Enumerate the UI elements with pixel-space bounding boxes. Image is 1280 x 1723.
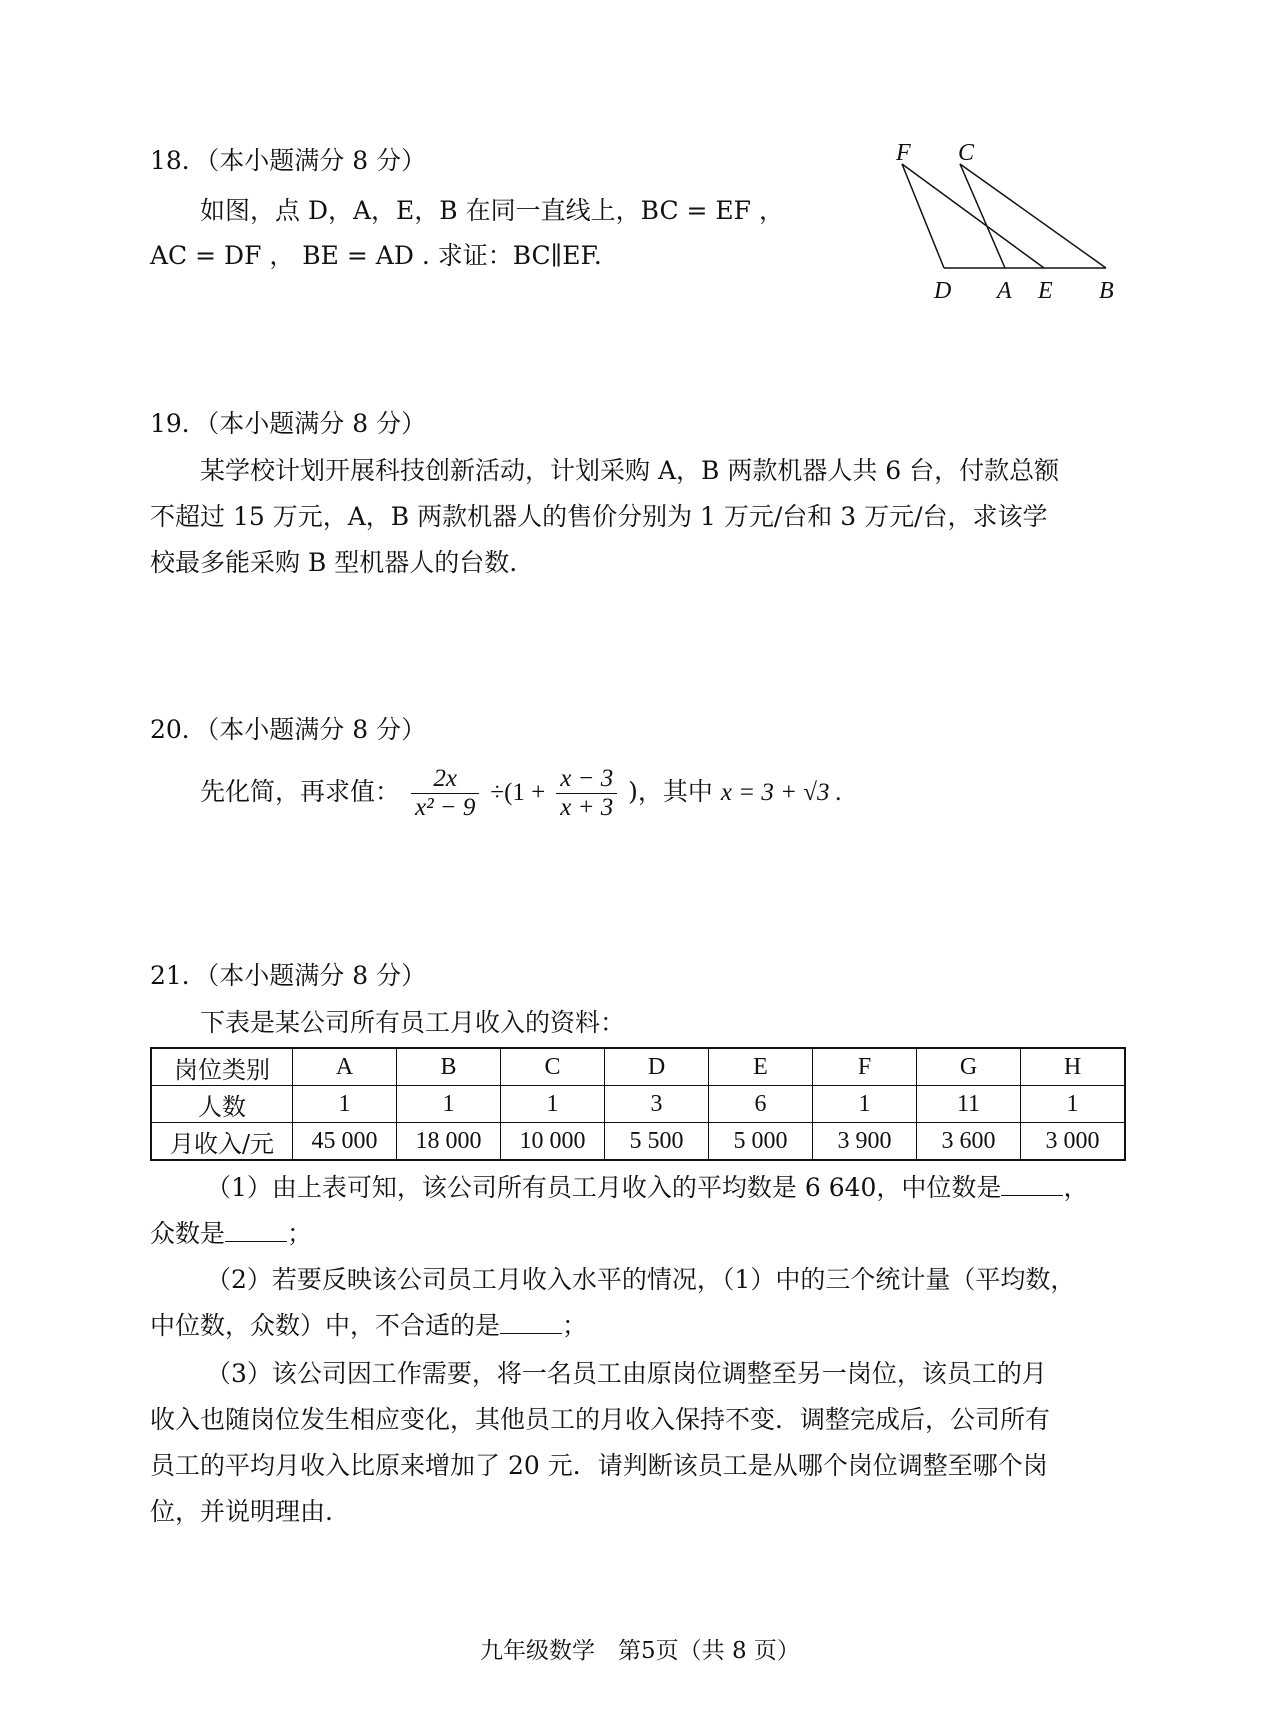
q20-prefix: 先化简，再求值： [200,777,401,806]
table-cell: 11 [917,1086,1021,1123]
table-cell: A [293,1048,397,1086]
table-cell: 10 000 [501,1123,605,1161]
table-row-category [151,1048,1125,1086]
page-footer: 九年级数学 第5页（共 8 页） [480,1638,800,1664]
q21-part1-text: （1）由上表可知，该公司所有员工月收入的平均数是 6 640，中位数是 [206,1173,1002,1202]
table-cell: 3 900 [813,1123,917,1161]
q21-part2-line2 [150,1311,587,1341]
q20-expression [200,762,842,823]
table-cell: H [1021,1048,1126,1086]
point-label-b: B [1099,278,1114,304]
table-cell: E [709,1048,813,1086]
q21-title: 21．（本小题满分 8 分） [150,961,427,990]
q20-fraction-2-denominator: x + 3 [560,794,614,821]
table-cell: G [917,1048,1021,1086]
q20-fraction-2-numerator: x − 3 [556,765,617,794]
q20-title: 20．（本小题满分 8 分） [150,715,427,744]
q20-fraction-1-denominator: x² − 9 [414,794,476,821]
row-header: 人数 [151,1086,293,1123]
q21-part2-end: ； [562,1311,588,1340]
q18-line2: AC = DF ， BE = AD . 求证：BC∥EF. [150,241,602,270]
table-cell: 1 [501,1086,605,1123]
table-cell: 45 000 [293,1123,397,1161]
q21-part3-line2: 收入也随岗位发生相应变化，其他员工的月收入保持不变．调整完成后，公司所有 [150,1405,1051,1434]
q21-part2-text: 中位数，众数）中，不合适的是 [150,1311,501,1340]
point-label-f: F [896,140,911,166]
q18-line1: 如图，点 D，A，E，B 在同一直线上，BC = EF ， [200,196,784,225]
table-cell: 3 [605,1086,709,1123]
point-label-a: A [997,278,1012,304]
table-cell: 5 500 [605,1123,709,1161]
q19-line2: 不超过 15 万元，A，B 两款机器人的售价分别为 1 万元/台和 3 万元/台，求该学 [150,502,1048,531]
q20-divide-open: ÷(1 + [490,779,546,806]
q21-intro: 下表是某公司所有员工月收入的资料： [200,1008,626,1037]
q20-fraction-1 [411,765,479,822]
q21-part3-line1: （3）该公司因工作需要，将一名员工由原岗位调整至另一岗位，该员工的月 [206,1359,1047,1388]
table-cell: 3 000 [1021,1123,1126,1161]
q21-part1-mode-end: ； [287,1219,313,1248]
point-label-e: E [1038,278,1053,304]
q20-fraction-1-numerator: 2x [411,765,479,794]
row-header: 月收入/元 [151,1123,293,1161]
q20-close: )，其中 [628,777,713,806]
table-cell: 1 [813,1086,917,1123]
q21-part1-end: ， [1063,1173,1089,1202]
answer-blank-unsuitable[interactable] [500,1311,562,1334]
table-row-count [151,1086,1125,1123]
table-row-income [151,1123,1125,1161]
table-cell: 3 600 [917,1123,1021,1161]
q19-line3: 校最多能采购 B 型机器人的台数. [150,548,518,577]
table-cell: 1 [293,1086,397,1123]
table-cell: 18 000 [397,1123,501,1161]
answer-blank-mode[interactable] [225,1219,287,1242]
q19-title: 19．（本小题满分 8 分） [150,409,427,438]
table-cell: 1 [1021,1086,1126,1123]
answer-blank-median[interactable] [1001,1173,1063,1196]
point-label-c: C [958,140,975,166]
q19-line1: 某学校计划开展科技创新活动，计划采购 A，B 两款机器人共 6 台，付款总额 [200,456,1060,485]
table-cell: 6 [709,1086,813,1123]
q21-part2-line1: （2）若要反映该公司员工月收入水平的情况，（1）中的三个统计量（平均数， [206,1265,1076,1294]
q21-part1-line2 [150,1219,312,1249]
table-cell: C [501,1048,605,1086]
q20-fraction-2 [556,765,617,822]
q21-part3-line4: 位，并说明理由. [150,1497,333,1526]
q18-title: 18．（本小题满分 8 分） [150,146,427,175]
q21-part1-mode-text: 众数是 [150,1219,226,1248]
table-cell: 5 000 [709,1123,813,1161]
income-table [150,1047,1126,1161]
q21-part3-line3: 员工的平均月收入比原来增加了 20 元．请判断该员工是从哪个岗位调整至哪个岗 [150,1451,1048,1480]
point-label-d: D [934,278,952,304]
table-cell: 1 [397,1086,501,1123]
table-cell: D [605,1048,709,1086]
q21-part1-line1 [206,1173,1088,1203]
table-cell: B [397,1048,501,1086]
table-cell: F [813,1048,917,1086]
q18-figure [880,140,1140,310]
row-header: 岗位类别 [151,1048,293,1086]
q20-value: x = 3 + √3 . [720,779,842,806]
